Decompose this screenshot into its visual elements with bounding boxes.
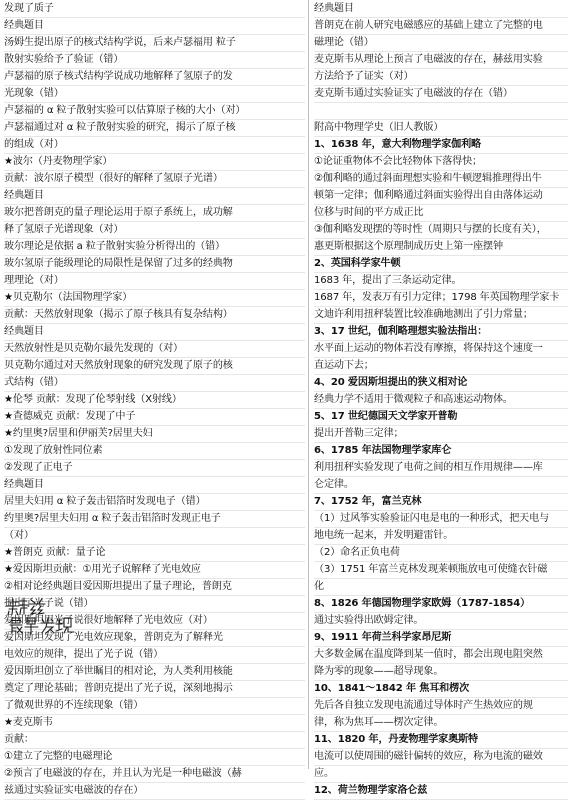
right-line: 直运动下去； <box>314 358 568 375</box>
left-line: 卢瑟福的原子核式结构学说成功地解释了氢原子的发 <box>4 69 305 86</box>
left-line: （对） <box>4 528 305 545</box>
right-line: 化 <box>314 579 568 596</box>
left-line: ★麦克斯韦 <box>4 715 305 732</box>
right-line: 大多数金属在温度降到某一值时，都会出现电阻突然 <box>314 647 568 664</box>
left-line: 奠定了理论基础；普朗克提出了光子说，深刻地揭示 <box>4 681 305 698</box>
left-line: 天然放射性是贝克勒尔最先发现的（对） <box>4 341 305 358</box>
right-line: 1683 年，提出了三条运动定律。 <box>314 273 568 290</box>
left-line: 约里奥?居里夫妇用 α 粒子轰击铝箔时发现正电子 <box>4 511 305 528</box>
right-line: 5、17 世纪德国天文学家开普勒 <box>314 409 568 426</box>
right-line: （1）过风筝实验验证闪电是电的一种形式，把天电与 <box>314 511 568 528</box>
right-line: 方法给予了证实（对） <box>314 69 568 86</box>
right-line: 位移与时间的平方成正比 <box>314 205 568 222</box>
left-line: ★波尔（丹麦物理学家） <box>4 154 305 171</box>
right-line: 经典力学不适用于微观粒子和高速运动物体。 <box>314 392 568 409</box>
left-line: ②预言了电磁波的存在，并且认为光是一种电磁波（赫 <box>4 766 305 783</box>
left-line: 玻尔把普朗克的量子理论运用于原子系统上，成功解 <box>4 205 305 222</box>
right-line: 7、1752 年，富兰克林 <box>314 494 568 511</box>
right-line: 律，称为焦耳——楞次定律。 <box>314 715 568 732</box>
right-line: ③伽利略发现摆的等时性（周期只与摆的长度有关）， <box>314 222 568 239</box>
left-line: 发现了质子 <box>4 1 305 18</box>
left-line: 爱因斯坦创立了举世瞩目的相对论，为人类利用核能 <box>4 664 305 681</box>
right-line: 电流可以使周围的磁针偏转的效应，称为电流的磁效 <box>314 749 568 766</box>
left-line: 经典题目 <box>4 324 305 341</box>
left-line: ★普朗克 贡献：量子论 <box>4 545 305 562</box>
right-line: 11、1820 年，丹麦物理学家奥斯特 <box>314 732 568 749</box>
right-line: 2、英国科学家牛顿 <box>314 256 568 273</box>
left-line: ★约里奥?居里和伊丽芙?居里夫妇 <box>4 426 305 443</box>
right-column <box>309 0 571 796</box>
left-line: 经典题目 <box>4 477 305 494</box>
right-line: ②伽利略的通过斜面理想实验和牛顿逻辑推理得出牛 <box>314 171 568 188</box>
left-line: 居里夫妇用 α 粒子轰击铝箔时发现电子（错） <box>4 494 305 511</box>
left-line: ②发现了正电子 <box>4 460 305 477</box>
left-line: ★贝克勒尔（法国物理学家） <box>4 290 305 307</box>
right-line: （2）命名正负电荷 <box>314 545 568 562</box>
right-line: 水平面上运动的物体若没有摩擦，将保持这个速度一 <box>314 341 568 358</box>
right-line: 4、20 爱因斯坦提出的狭义相对论 <box>314 375 568 392</box>
right-line: 利用扭秤实验发现了电荷之间的相互作用规律——库 <box>314 460 568 477</box>
right-line: 顿第一定律；伽利略通过斜面实验得出自由落体运动 <box>314 188 568 205</box>
left-line: 经典题目 <box>4 18 305 35</box>
left-line: 经典题目 <box>4 188 305 205</box>
right-line: 10、1841～1842 年 焦耳和楞次 <box>314 681 568 698</box>
left-line: 玻尔氢原子能级理论的局限性是保留了过多的经典物 <box>4 256 305 273</box>
left-line: ①建立了完整的电磁理论 <box>4 749 305 766</box>
left-line: 电效应的规律，提出了光子说（错） <box>4 647 305 664</box>
left-line: 汤姆生提出原子的核式结构学说，后来卢瑟福用 粒子 <box>4 35 305 52</box>
right-line: 1、1638 年，意大利物理学家伽利略 <box>314 137 568 154</box>
right-line: 1687 年，发表万有引力定律；1798 年英国物理学家卡 <box>314 290 568 307</box>
left-line: 了微观世界的不连续现象（错） <box>4 698 305 715</box>
left-line: 卢瑟福通过对 α 粒子散射实验的研究，揭示了原子核 <box>4 120 305 137</box>
right-line: 麦克斯韦通过实验证实了电磁波的存在（错） <box>314 86 568 103</box>
right-line: 经典题目 <box>314 1 568 18</box>
left-line: 式结构（错） <box>4 375 305 392</box>
right-line: 8、1826 年德国物理学家欧姆（1787-1854） <box>314 596 568 613</box>
right-line: 提出开普勒三定律； <box>314 426 568 443</box>
right-line: 3、17 世纪，伽利略理想实验法指出： <box>314 324 568 341</box>
left-line: ①发现了放射性同位素 <box>4 443 305 460</box>
left-line: ★爱因斯坦贡献：①用光子说解释了光电效应 <box>4 562 305 579</box>
right-line <box>314 103 568 120</box>
left-line: 爱因斯坦发现了光电效应现象，普朗克为了解释光 <box>4 630 305 647</box>
left-line: 兹通过实验证实电磁波的存在） <box>4 783 305 800</box>
left-line: 的组成（对） <box>4 137 305 154</box>
left-line: 贡献： <box>4 732 305 749</box>
right-line: 麦克斯韦从理论上预言了电磁波的存在，赫兹用实验 <box>314 52 568 69</box>
left-line: 贡献：天然放射现象（揭示了原子核具有复杂结构） <box>4 307 305 324</box>
right-line: 6、1785 年法国物理学家库仑 <box>314 443 568 460</box>
right-line: 先后各自独立发现电流通过导体时产生热效应的规 <box>314 698 568 715</box>
left-line: 卢瑟福的 α 粒子散射实验可以估算原子核的大小（对） <box>4 103 305 120</box>
right-line: 文迪许利用扭秤装置比较准确地测出了引力常量； <box>314 307 568 324</box>
right-line: （3）1751 年富兰克林发现莱顿瓶放电可使缝衣针磁 <box>314 562 568 579</box>
left-line: ②相对论经典题目爱因斯坦提出了量子理论，普朗克 <box>4 579 305 596</box>
right-line: 附高中物理学史（旧人教版） <box>314 120 568 137</box>
right-line: 仑定律。 <box>314 477 568 494</box>
right-line: 应。 <box>314 766 568 783</box>
right-line: 惠更斯根据这个原理制成历史上第一座摆钟 <box>314 239 568 256</box>
left-line: ★查德威克 贡献：发现了中子 <box>4 409 305 426</box>
right-line: 12、荷兰物理学家洛仑兹 <box>314 783 568 800</box>
left-line: 释了氢原子光谱现象（对） <box>4 222 305 239</box>
right-line: 磁理论（错） <box>314 35 568 52</box>
left-line: 爱因斯坦用光子说很好地解释了光电效应（对） <box>4 613 305 630</box>
right-line: ①论证重物体不会比轻物体下落得快； <box>314 154 568 171</box>
left-line: 贝克勒尔通过对天然放射现象的研究发现了原子的核 <box>4 358 305 375</box>
right-line: 9、1911 年荷兰科学家昂尼斯 <box>314 630 568 647</box>
left-line: 提出了光子说（错） <box>4 596 305 613</box>
left-line: 散射实验给予了验证（错） <box>4 52 305 69</box>
right-line: 通过实验得出欧姆定律。 <box>314 613 568 630</box>
right-line: 地电统一起来，并发明避雷针。 <box>314 528 568 545</box>
left-line: 光现象（错） <box>4 86 305 103</box>
right-line: 降为零的现象——超导现象。 <box>314 664 568 681</box>
left-line: 理理论（对） <box>4 273 305 290</box>
left-line: ★伦琴 贡献：发现了伦琴射线（X射线） <box>4 392 305 409</box>
left-line: 玻尔理论是依据 a 粒子散射实验分析得出的（错） <box>4 239 305 256</box>
right-line: 普朗克在前人研究电磁感应的基础上建立了完整的电 <box>314 18 568 35</box>
left-line: 贡献：波尔原子模型（很好的解释了氢原子光谱） <box>4 171 305 188</box>
